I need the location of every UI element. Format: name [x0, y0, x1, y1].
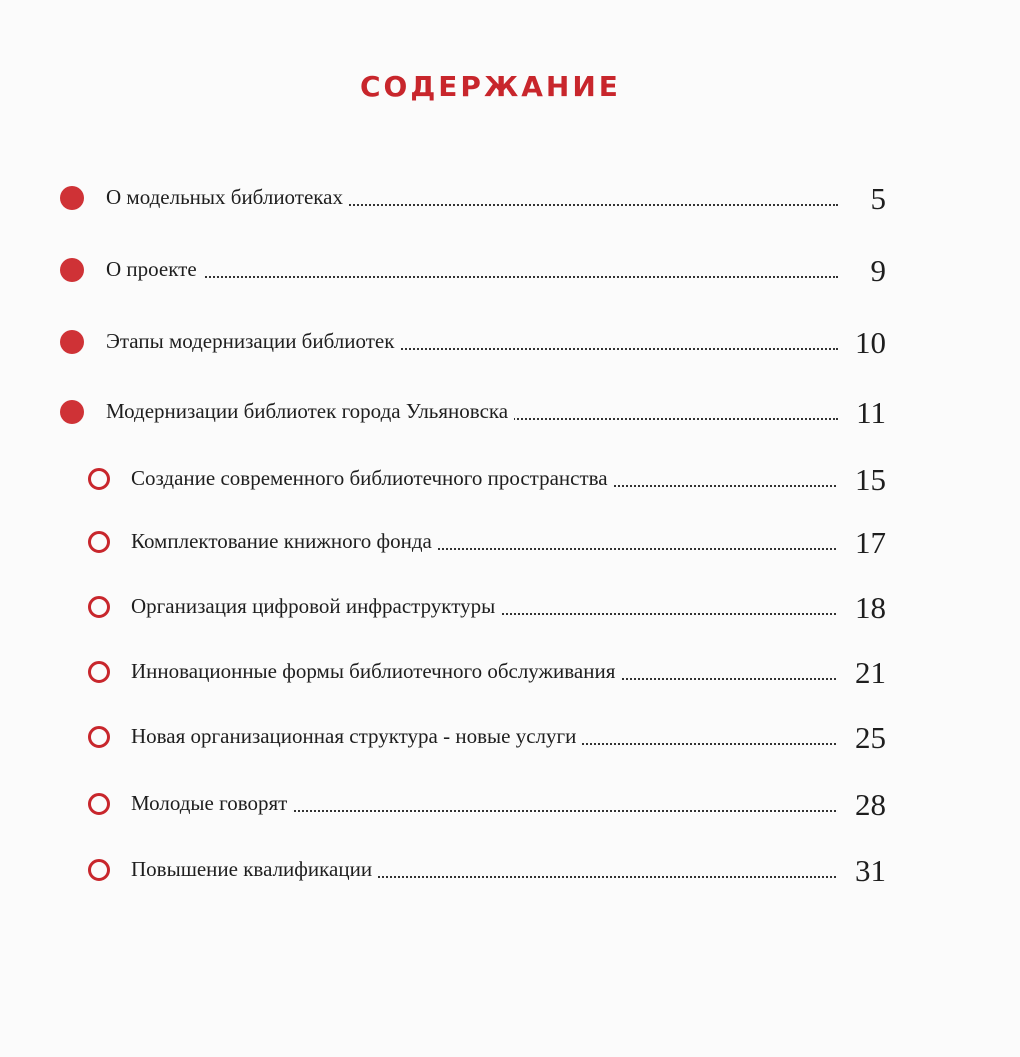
toc-entry-page: 17 — [855, 525, 886, 560]
toc-entry-label: Комплектование книжного фонда — [131, 529, 438, 554]
hollow-circle-icon — [88, 531, 110, 553]
toc-entry-label: Создание современного библиотечного пространства — [131, 466, 614, 491]
toc-entry[interactable] — [86, 457, 886, 497]
toc-entry-label: Организация цифровой инфраструктуры — [131, 594, 501, 619]
filled-circle-icon — [60, 400, 84, 424]
toc-entry-label: О модельных библиотеках — [106, 185, 349, 210]
toc-entry-page: 18 — [855, 590, 886, 625]
toc-entry-label: О проекте — [106, 257, 203, 282]
page-title: СОДЕРЖАНИЕ — [360, 70, 621, 103]
toc-entry[interactable] — [60, 320, 886, 360]
toc-entry-label: Повышение квалификации — [131, 857, 378, 882]
toc-entry[interactable] — [86, 585, 886, 625]
toc-entry-label: Инновационные формы библиотечного обслуживания — [131, 659, 621, 684]
hollow-circle-icon — [88, 859, 110, 881]
hollow-circle-icon — [88, 468, 110, 490]
toc-entry-page: 28 — [855, 787, 886, 822]
toc-entry[interactable] — [86, 520, 886, 560]
hollow-circle-icon — [88, 596, 110, 618]
toc-entry-page: 15 — [855, 462, 886, 497]
filled-circle-icon — [60, 330, 84, 354]
toc-entry-page: 31 — [855, 853, 886, 888]
filled-circle-icon — [60, 186, 84, 210]
toc-entry[interactable] — [60, 176, 886, 216]
hollow-circle-icon — [88, 793, 110, 815]
toc-entry[interactable] — [86, 650, 886, 690]
toc-entry-label: Новая организационная структура - новые услуги — [131, 724, 582, 749]
toc-entry[interactable] — [86, 848, 886, 888]
toc-entry-page: 11 — [856, 395, 886, 430]
toc-entry[interactable] — [86, 715, 886, 755]
dot-leader — [106, 276, 838, 278]
hollow-circle-icon — [88, 661, 110, 683]
toc-entry-label: Молодые говорят — [131, 791, 293, 816]
toc-entry-page: 21 — [855, 655, 886, 690]
hollow-circle-icon — [88, 726, 110, 748]
toc-entry[interactable] — [86, 782, 886, 822]
toc-entry[interactable] — [60, 248, 886, 288]
toc-entry-page: 10 — [855, 325, 886, 360]
toc-entry-label: Модернизации библиотек города Ульяновска — [106, 399, 514, 424]
toc-entry-label: Этапы модернизации библиотек — [106, 329, 400, 354]
toc-entry-page: 5 — [870, 181, 886, 216]
toc-entry[interactable] — [60, 390, 886, 430]
toc-entry-page: 9 — [870, 253, 886, 288]
filled-circle-icon — [60, 258, 84, 282]
toc-entry-page: 25 — [855, 720, 886, 755]
